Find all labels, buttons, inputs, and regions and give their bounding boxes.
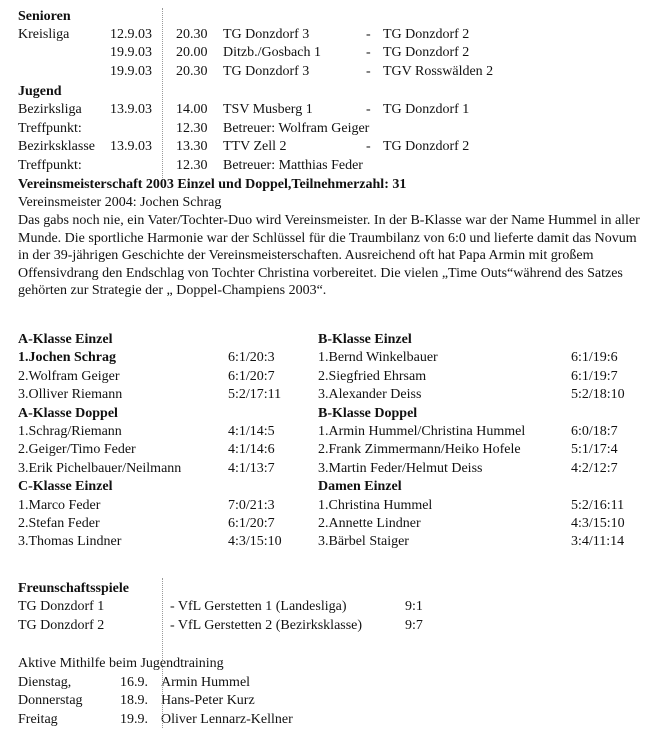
friendly-home: TG Donzdorf 1 bbox=[18, 599, 105, 614]
treffpunkt-time: 12.30 bbox=[176, 121, 208, 136]
table-guide-line bbox=[162, 8, 163, 178]
result-player: 3.Erik Pichelbauer/Neilmann bbox=[18, 460, 182, 476]
result-player: 1.Jochen Schrag bbox=[18, 350, 116, 366]
result-score: 4:3/15:10 bbox=[571, 516, 625, 531]
result-player: 2.Stefan Feder bbox=[18, 516, 100, 531]
training-date: 19.9. bbox=[120, 712, 148, 727]
treffpunkt-label: Treffpunkt: bbox=[18, 121, 82, 136]
match-time: 20.00 bbox=[176, 45, 208, 60]
result-player: 3.Olliver Riemann bbox=[18, 387, 123, 403]
match-sep: - bbox=[366, 139, 371, 154]
match-home: TSV Musberg 1 bbox=[223, 102, 313, 117]
match-home: TG Donzdorf 3 bbox=[223, 64, 310, 79]
result-score: 5:1/17:4 bbox=[571, 442, 618, 458]
match-time: 20.30 bbox=[176, 64, 208, 79]
match-time: 20.30 bbox=[176, 27, 208, 42]
result-player: 1.Armin Hummel/Christina Hummel bbox=[318, 424, 526, 439]
result-player: 2.Wolfram Geiger bbox=[18, 368, 120, 384]
result-player: 1.Bernd Winkelbauer bbox=[318, 350, 438, 366]
match-date: 13.9.03 bbox=[110, 102, 152, 117]
result-player: 2.Annette Lindner bbox=[318, 516, 421, 531]
vereinsmeister-line: Vereinsmeister 2004: Jochen Schrag bbox=[18, 195, 222, 210]
results-group-title: A-Klasse Einzel bbox=[18, 332, 113, 347]
match-away: TGV Rosswälden 2 bbox=[383, 64, 494, 79]
match-home: TG Donzdorf 3 bbox=[223, 27, 310, 42]
friendly-score: 9:7 bbox=[405, 618, 423, 633]
treffpunkt-betreuer: Betreuer: Matthias Feder bbox=[223, 158, 363, 173]
results-group-title: C-Klasse Einzel bbox=[18, 479, 113, 495]
senioren-league: Kreisliga bbox=[18, 27, 70, 42]
friendly-away: - VfL Gerstetten 2 (Bezirksklasse) bbox=[170, 618, 363, 633]
result-player: 3.Alexander Deiss bbox=[318, 387, 422, 403]
results-group-title: B-Klasse Einzel bbox=[318, 332, 412, 347]
match-sep: - bbox=[366, 27, 371, 42]
match-date: 19.9.03 bbox=[110, 45, 152, 60]
match-date: 19.9.03 bbox=[110, 64, 152, 79]
friendly-home: TG Donzdorf 2 bbox=[18, 618, 105, 633]
result-score: 5:2/17:11 bbox=[228, 387, 282, 403]
training-name: Oliver Lennarz-Kellner bbox=[161, 712, 293, 727]
treffpunkt-label: Treffpunkt: bbox=[18, 158, 82, 173]
jugend-bezirksliga-league: Bezirksliga bbox=[18, 102, 82, 117]
friendly-away: - VfL Gerstetten 1 (Landesliga) bbox=[170, 599, 347, 614]
match-time: 14.00 bbox=[176, 102, 208, 117]
result-player: 3.Martin Feder/Helmut Deiss bbox=[318, 460, 483, 476]
results-group-title: A-Klasse Doppel bbox=[18, 405, 118, 421]
result-player: 3.Bärbel Staiger bbox=[318, 534, 409, 550]
training-name: Armin Hummel bbox=[161, 675, 251, 690]
result-score: 6:1/19:7 bbox=[571, 368, 618, 384]
result-score: 3:4/11:14 bbox=[571, 534, 625, 550]
match-home: TTV Zell 2 bbox=[223, 139, 287, 154]
vereinsmeisterschaft-heading: Vereinsmeisterschaft 2003 Einzel und Doppel,Teilnehmerzahl: 31 bbox=[18, 177, 407, 192]
match-date: 13.9.03 bbox=[110, 139, 152, 154]
senioren-heading: Senioren bbox=[18, 9, 71, 24]
training-date: 16.9. bbox=[120, 675, 148, 690]
result-score: 4:2/12:7 bbox=[571, 460, 618, 476]
result-player: 1.Christina Hummel bbox=[318, 497, 433, 513]
result-score: 4:1/14:6 bbox=[228, 442, 275, 458]
match-date: 12.9.03 bbox=[110, 27, 152, 42]
match-sep: - bbox=[366, 45, 371, 60]
result-score: 6:1/20:7 bbox=[228, 368, 275, 384]
result-score: 4:1/13:7 bbox=[228, 460, 275, 476]
match-sep: - bbox=[366, 102, 371, 117]
result-player: 1.Schrag/Riemann bbox=[18, 424, 122, 439]
freundschaftsspiele-heading: Freunschaftsspiele bbox=[18, 581, 129, 596]
result-score: 4:1/14:5 bbox=[228, 424, 275, 439]
results-group-title: Damen Einzel bbox=[318, 479, 402, 495]
result-score: 6:1/20:3 bbox=[228, 350, 275, 366]
result-score: 6:0/18:7 bbox=[571, 424, 618, 439]
training-day: Dienstag, bbox=[18, 675, 72, 690]
match-time: 13.30 bbox=[176, 139, 208, 154]
result-score: 5:2/18:10 bbox=[571, 387, 625, 403]
training-name: Hans-Peter Kurz bbox=[161, 693, 255, 708]
treffpunkt-time: 12.30 bbox=[176, 158, 208, 173]
result-player: 3.Thomas Lindner bbox=[18, 534, 122, 550]
result-score: 7:0/21:3 bbox=[228, 497, 275, 513]
result-player: 2.Frank Zimmermann/Heiko Hofele bbox=[318, 442, 521, 458]
result-player: 1.Marco Feder bbox=[18, 497, 101, 513]
match-home: Ditzb./Gosbach 1 bbox=[223, 45, 321, 60]
treffpunkt-betreuer: Betreuer: Wolfram Geiger bbox=[223, 121, 370, 136]
training-day: Freitag bbox=[18, 712, 58, 727]
match-sep: - bbox=[366, 64, 371, 79]
result-score: 6:1/19:6 bbox=[571, 350, 618, 366]
training-date: 18.9. bbox=[120, 693, 148, 708]
friendly-score: 9:1 bbox=[405, 599, 423, 614]
result-player: 2.Siegfried Ehrsam bbox=[318, 368, 427, 384]
result-score: 6:1/20:7 bbox=[228, 516, 275, 531]
result-score: 5:2/16:11 bbox=[571, 497, 625, 513]
match-away: TG Donzdorf 2 bbox=[383, 139, 470, 154]
vereinsmeisterschaft-text: Das gabs noch nie, ein Vater/Tochter-Duo wird Vereinsmeister. In der B-Klasse war der Name Hummel in aller Munde. Die sportliche Harmonie war der Schlüssel für die Traumbilanz von 6:0 und lieferte damit das Novum in der 39-jährigen Geschichte der Vereinsmeisterschaften. Ausreichend oft hat Papa Armin mit großem Offensivdrang den Endschlag von Tochter Christina vorbereitet. Die vielen „Time Outs“während des Satzes gehörten zur Strategie der „ Doppel-Champiens 2003“. bbox=[18, 213, 640, 298]
results-group-title: B-Klasse Doppel bbox=[318, 405, 418, 421]
jugend-bezirksklasse-league: Bezirksklasse bbox=[18, 139, 95, 154]
result-player: 2.Geiger/Timo Feder bbox=[18, 442, 136, 458]
match-away: TG Donzdorf 2 bbox=[383, 27, 470, 42]
match-away: TG Donzdorf 2 bbox=[383, 45, 470, 60]
training-heading: Aktive Mithilfe beim Jugendtraining bbox=[18, 656, 224, 671]
training-day: Donnerstag bbox=[18, 693, 83, 708]
match-away: TG Donzdorf 1 bbox=[383, 102, 470, 117]
result-score: 4:3/15:10 bbox=[228, 534, 282, 550]
jugend-heading: Jugend bbox=[18, 84, 62, 99]
table-guide-line bbox=[162, 578, 163, 728]
